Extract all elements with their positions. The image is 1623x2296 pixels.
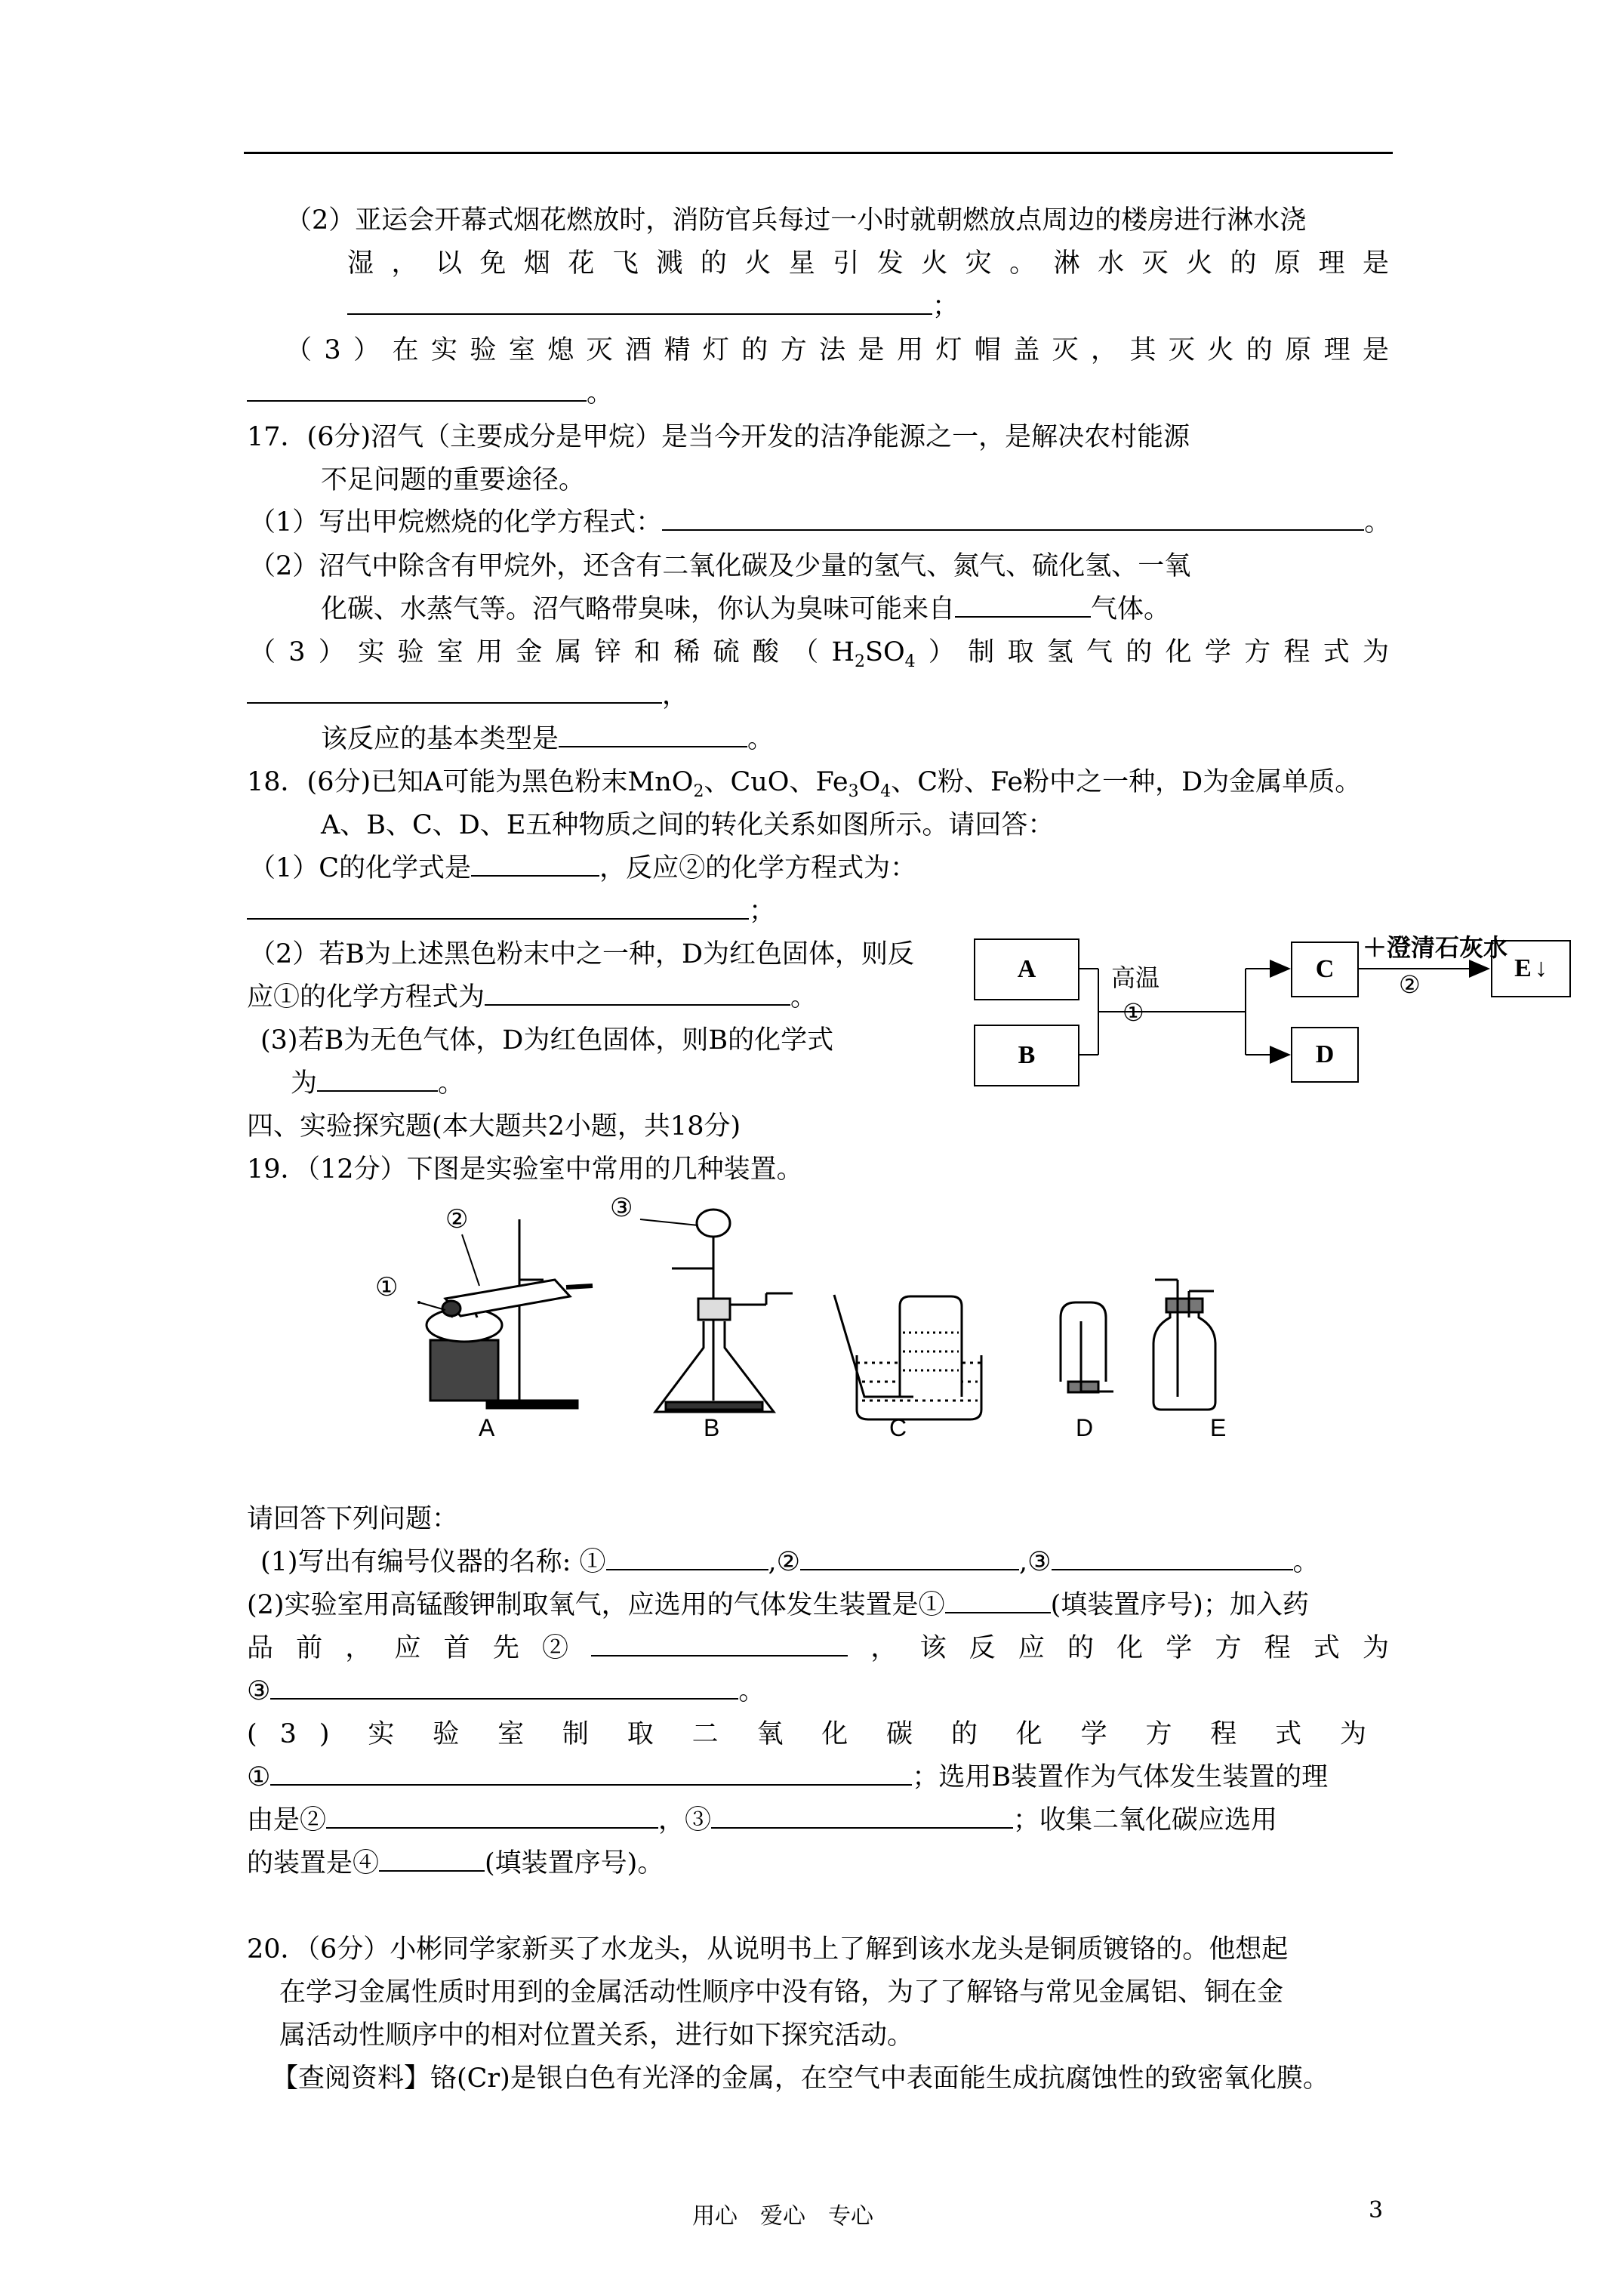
q20-line2: 在学习金属性质时用到的金属活动性顺序中没有铬，为了了解铬与常见金属铝、铜在金 <box>279 1977 1284 2008</box>
q16-p2-line1: （2）亚运会开幕式烟花燃放时，消防官兵每过一小时就朝燃放点周边的楼房进行淋水浇 <box>285 205 1307 236</box>
precipitate-arrow: ↓ <box>1534 954 1548 982</box>
footer-motto: 用心 爱心 专心 <box>692 2203 873 2230</box>
q19-answer-blank-8[interactable] <box>326 1804 658 1829</box>
q18-p3-line2: 为 。 <box>291 1068 465 1099</box>
q18-answer-blank-3[interactable] <box>485 982 790 1006</box>
q18-p1-line2: ； <box>247 893 775 929</box>
q17-p3-line1: （3）实验室用金属锌和稀硫酸$(H_2SO_4)$制取氢气的化学方程式为 <box>249 637 1389 671</box>
q18-head-line2: A、B、C、D、E五种物质之间的转化关系如图所示。请回答： <box>321 810 1055 840</box>
q17-head-line2: 不足问题的重要途径。 <box>321 465 586 495</box>
arrow2-label: ＋澄清石灰水 <box>1363 933 1508 962</box>
q19-answer-blank-10[interactable] <box>379 1848 485 1872</box>
label-circle-3: ③ <box>610 1193 633 1223</box>
q17-answer-blank-3[interactable] <box>247 680 662 704</box>
header-rule <box>244 152 1393 154</box>
q20-line1: 20．（6分）小彬同学家新买了水龙头，从说明书上了解到该水龙头是铜质镀铬的。他想起 <box>247 1934 1289 1965</box>
q19-p2-line1: (2)实验室用高锰酸钾制取氧气，应选用的气体发生装置是① (填装置序号)；加入药 <box>247 1590 1309 1620</box>
label-circle-1: ① <box>375 1272 399 1302</box>
q19-p3-line4: 的装置是④ (填装置序号)。 <box>247 1848 664 1878</box>
q20-line4: 【查阅资料】铬(Cr)是银白色有光泽的金属，在空气中表面能生成抗腐蚀性的致密氧化膜。 <box>272 2063 1329 2094</box>
box-a: A <box>974 938 1079 1000</box>
q17-p2-line1: （2）沼气中除含有甲烷外，还含有二氧化碳及少量的氢气、氮气、硫化氢、一氧 <box>249 551 1191 581</box>
arrow2-number: ② <box>1399 970 1421 999</box>
q18-answer-blank-4[interactable] <box>317 1068 438 1092</box>
q19-p2-line3: ③ 。 <box>247 1676 765 1706</box>
q16-p2-line3: ； <box>347 288 959 325</box>
label-a: A <box>479 1414 495 1441</box>
label-e: E <box>1210 1414 1227 1441</box>
q17-answer-blank-2[interactable] <box>955 593 1091 618</box>
q19-answer-blank-3[interactable] <box>1052 1546 1293 1570</box>
q17-p3-line2: ， <box>247 677 688 713</box>
q16-p2-line2: 湿，以免烟花飞溅的火星引发火灾。淋水灭火的原理是 <box>347 248 1389 279</box>
q17-answer-blank-1[interactable] <box>662 507 1364 531</box>
page-number: 3 <box>1369 2197 1384 2224</box>
apparatus-e <box>1153 1280 1215 1410</box>
q19-answer-blank-6[interactable] <box>270 1675 738 1700</box>
arrow1-number: ① <box>1123 998 1144 1027</box>
q19-answer-blank-2[interactable] <box>800 1546 1019 1570</box>
q19-head: 19．（12分）下图是实验室中常用的几种装置。 <box>247 1154 803 1185</box>
q18-answer-blank-1[interactable] <box>471 852 599 877</box>
q18-p2-line2: 应①的化学方程式为 。 <box>247 982 818 1012</box>
label-c: C <box>889 1414 907 1441</box>
q19-answer-blank-4[interactable] <box>945 1589 1051 1613</box>
apparatus-c <box>834 1295 981 1419</box>
q19-p3-line3: 由是② ，③ ；收集二氧化碳应选用 <box>247 1805 1278 1835</box>
q17-p2-line2: 化碳、水蒸气等。沼气略带臭味，你认为臭味可能来自 气体。 <box>321 594 1171 624</box>
q17-p3-line3: 该反应的基本类型是 。 <box>321 724 775 754</box>
q19-answer-blank-9[interactable] <box>711 1804 1013 1829</box>
q19-p1: (1)写出有编号仪器的名称: ① ,② ,③ 。 <box>260 1547 1320 1577</box>
q16-answer-blank-1[interactable] <box>347 291 932 315</box>
q18-head-line1: 18．(6分)已知A可能为黑色粉末MnO$_2$、CuO、$Fe_3O_4$、C粉、Fe粉中之一种，D为金属单质。 <box>247 767 1362 801</box>
q18-p1: （1）C的化学式是 ，反应②的化学方程式为： <box>249 853 917 883</box>
q19-ask: 请回答下列问题： <box>247 1504 459 1534</box>
arrow1-label: 高温 <box>1111 963 1160 992</box>
apparatus-d <box>1061 1302 1113 1392</box>
q16-answer-blank-2[interactable] <box>247 378 587 402</box>
q19-p3-line1: (3)实验室制取二氧化碳的化学方程式为 <box>247 1719 1389 1749</box>
q16-p3-line2: 。 <box>247 375 613 411</box>
q19-answer-blank-7[interactable] <box>270 1761 912 1786</box>
section-4-title: 四、实验探究题(本大题共2小题，共18分) <box>247 1111 741 1142</box>
q17-head-line1: 17．(6分)沼气（主要成分是甲烷）是当今开发的洁净能源之一，是解决农村能源 <box>247 422 1190 452</box>
q19-answer-blank-5[interactable] <box>591 1632 848 1657</box>
q18-p3-line1: (3)若B为无色气体，D为红色固体，则B的化学式 <box>260 1025 834 1056</box>
box-e: E ↓ <box>1491 940 1571 997</box>
q17-answer-blank-4[interactable] <box>559 723 747 747</box>
q19-p2-line2: 品前，应首先② ，该反应的化学方程式为 <box>247 1633 1389 1663</box>
q16-p3-line1: （3）在实验室熄灭酒精灯的方法是用灯帽盖灭，其灭火的原理是 <box>285 335 1389 365</box>
box-c: C <box>1291 942 1359 997</box>
label-d: D <box>1076 1414 1094 1441</box>
q19-p3-line2: ① ；选用B装置作为气体发生装置的理 <box>247 1762 1329 1792</box>
q17-p1: （1）写出甲烷燃烧的化学方程式： 。 <box>249 507 1391 538</box>
box-d: D <box>1291 1027 1359 1083</box>
q18-p2-line1: （2）若B为上述黑色粉末中之一种，D为红色固体，则反 <box>249 939 915 969</box>
label-circle-2: ② <box>445 1204 469 1234</box>
box-b: B <box>974 1025 1079 1086</box>
q20-line3: 属活动性顺序中的相对位置关系，进行如下探究活动。 <box>279 2020 914 2051</box>
apparatus-b <box>655 1210 793 1412</box>
q19-apparatus-figure <box>355 1197 1283 1446</box>
apparatus-a <box>427 1219 593 1408</box>
q18-answer-blank-2[interactable] <box>247 895 749 920</box>
q19-answer-blank-1[interactable] <box>606 1546 768 1570</box>
label-b: B <box>704 1414 720 1441</box>
